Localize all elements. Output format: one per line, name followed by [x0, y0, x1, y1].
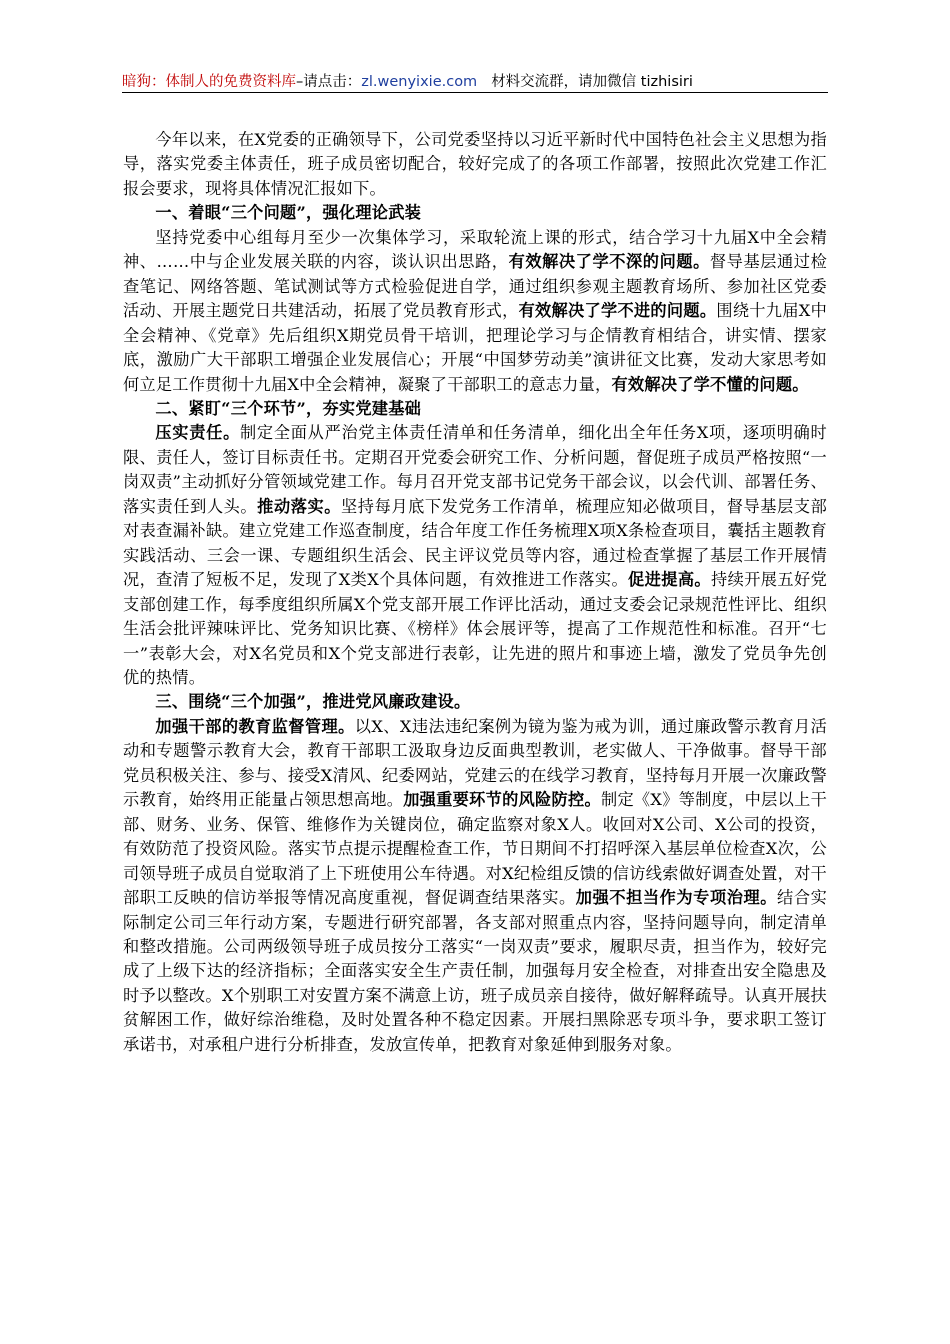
section3-text-2: 制定《X》等制度，中层以上干部、财务、业务、保管、维修作为关键岗位，确定监察对象X人。收回对X公司、X公司的投资，有效防范了投资风险。落实节点提示提醒检查工作，节日期间不打招呼深入基层单位检查X次，公司领导班子成员自觉取消了上下班使用公车待遇。对X纪检组反馈的信访线索做好调查处置，对干部职工反映的信访举报等情况高度重视，督促调查结果落实。: [123, 790, 828, 908]
intro-paragraph: 今年以来，在X党委的正确领导下，公司党委坚持以习近平新时代中国特色社会主义思想为指导，落实党委主体责任，班子成员密切配合，较好完成了的各项工作部署，按照此次党建工作汇报会要求，现将具体情况汇报如下。: [123, 130, 827, 198]
header-url-link[interactable]: zl.wenyixie.com: [361, 74, 478, 90]
section2-bold-1: 压实责任。: [155, 423, 240, 443]
section3-text-3: 结合实际制定公司三年行动方案，专题进行研究部署，各支部对照重点内容，坚持问题导向，制定清单和整改措施。公司两级领导班子成员按分工落实“一岗双责”要求，履职尽责，担当作为，较好完成了上级下达的经济指标；全面落实安全生产责任制，加强每月安全检查，对排查出安全隐患及时予以整改。X个别职工对安置方案不满意上访，班子成员亲自接待，做好解释疏导。认真开展扶贫解困工作，做好综治维稳，及时处置各种不稳定因素。开展扫黑除恶专项斗争，要求职工签订承诺书，对承租户进行分析排查，发放宣传单，把教育对象延伸到服务对象。: [123, 888, 828, 1054]
section2-text-2: 坚持每月底下发党务工作清单，梳理应知必做项目，督导基层支部对表查漏补缺。建立党建工作巡查制度，结合年度工作任务梳理X项X条检查项目，囊括主题教育实践活动、三会一课、专题组织生活会、民主评议党员等内容，通过检查掌握了基层工作开展情况，查清了短板不足，发现了X类X个具体问题，有效推进工作落实。: [123, 496, 828, 590]
section1-bold-3: 有效解决了学不懂的问题。: [611, 374, 809, 394]
section1-bold-1: 有效解决了学不深的问题。: [508, 252, 710, 272]
section3-bold-2: 加强重要环节的风险防控。: [403, 790, 601, 810]
section1-text-3: 围绕十九届X中全会精神、《党章》先后组织X期党员骨干培训，把理论学习与企情教育相结合，讲实情、摆家底，激励广大干部职工增强企业发展信心；开展“中国梦劳动美”演讲征文比赛，发动大家思考如何立足工作贯彻十九届X中全会精神，凝聚了干部职工的意志力量，: [123, 301, 828, 394]
header-site-name: 暗狗：体制人的免费资料库: [122, 74, 296, 90]
section1-heading: 一、着眼“三个问题”，强化理论武装: [155, 203, 422, 223]
section3-bold-1: 加强干部的教育监督管理。: [155, 716, 355, 736]
section2-bold-3: 促进提高。: [628, 570, 712, 590]
section2-bold-2: 推动落实。: [257, 496, 342, 516]
section3-heading: 三、围绕“三个加强”，推进党风廉政建设。: [155, 692, 471, 712]
header-click-prefix: –请点击：: [296, 74, 362, 90]
section2-heading: 二、紧盯“三个环节”，夯实党建基础: [155, 398, 422, 418]
section2-paragraph: [123, 421, 827, 690]
section3-bold-3: 加强不担当作为专项治理。: [575, 888, 778, 908]
header-contact-note: 材料交流群，请加微信 tizhisiri: [491, 74, 693, 90]
section3-paragraph: [123, 715, 827, 1057]
section1-bold-2: 有效解决了学不进的问题。: [518, 301, 717, 321]
section2-text-3: 持续开展五好党支部创建工作，每季度组织所属X个党支部开展工作评比活动，通过支委会记录规范性评比、组织生活会批评辣味评比、党务知识比赛、《榜样》体会展评等，提高了工作规范性和标准。召开“七一”表彰大会，对X名党员和X个党支部进行表彰，让先进的照片和事迹上墙，激发了党员争先创优的热情。: [123, 570, 828, 687]
section2-text-1: 制定全面从严治党主体责任清单和任务清单，细化出全年任务X项，逐项明确时限、责任人，签订目标责任书。定期召开党委会研究工作、分析问题，督促班子成员严格按照“一岗双责”主动抓好分管领域党建工作。每月召开党支部书记党务干部会议，以会代训、部署任务、落实责任到人头。: [123, 423, 827, 516]
document-body: [123, 128, 827, 1057]
page-header: [122, 70, 828, 93]
section1-text-1: 坚持党委中心组每月至少一次集体学习，采取轮流上课的形式，结合学习十九届X中全会精神、……中与企业发展关联的内容，谈认识出思路，: [123, 227, 827, 272]
section3-text-1: 以X、X违法违纪案例为镜为鉴为戒为训，通过廉政警示教育月活动和专题警示教育大会，教育干部职工汲取身边反面典型教训，老实做人、干净做事。督导干部党员积极关注、参与、接受X清风、纪委网站，党建云的在线学习教育，坚持每月开展一次廉政警示教育，始终用正能量占领思想高地。: [123, 716, 828, 810]
section1-paragraph: [123, 226, 827, 397]
section1-text-2: 督导基层通过检查笔记、网络答题、笔试测试等方式检验促进自学，通过组织参观主题教育场所、参加社区党委活动、开展主题党日共建活动，拓展了党员教育形式，: [123, 252, 828, 321]
